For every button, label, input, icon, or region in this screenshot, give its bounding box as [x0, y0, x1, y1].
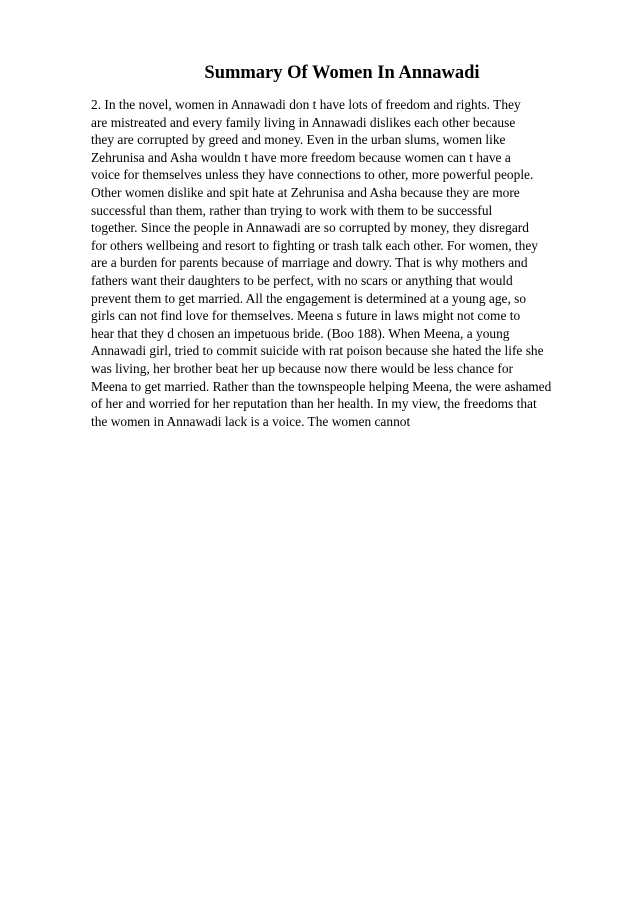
body-line: fathers want their daughters to be perfect, with no scars or anything that would [91, 272, 513, 288]
document-body [91, 96, 621, 430]
body-line: voice for themselves unless they have connections to other, more powerful people. [91, 167, 534, 183]
body-line: for others wellbeing and resort to fighting or trash talk each other. For women, they [91, 237, 538, 253]
body-line: Meena to get married. Rather than the townspeople helping Meena, the were ashamed [91, 378, 552, 394]
body-line: successful than them, rather than trying to work with them to be successful [91, 202, 493, 218]
document-title: Summary Of Women In Annawadi [204, 63, 480, 83]
body-line: are mistreated and every family living in Annawadi dislikes each other because [91, 114, 516, 130]
body-line: the women in Annawadi lack is a voice. The women cannot [91, 413, 411, 429]
body-line: of her and worried for her reputation than her health. In my view, the freedoms that [91, 396, 537, 412]
body-line: prevent them to get married. All the engagement is determined at a young age, so [91, 290, 527, 306]
body-line: hear that they d chosen an impetuous bride. (Boo 188). When Meena, a young [91, 325, 510, 341]
body-line: 2. In the novel, women in Annawadi don t have lots of freedom and rights. They [91, 97, 521, 112]
body-line: girls can not find love for themselves. Meena s future in laws might not come to [91, 308, 521, 324]
body-line: together. Since the people in Annawadi are so corrupted by money, they disregard [91, 220, 529, 236]
body-line: was living, her brother beat her up because now there would be less chance for [91, 360, 514, 376]
body-line: Other women dislike and spit hate at Zehrunisa and Asha because they are more [91, 184, 520, 200]
body-line: they are corrupted by greed and money. Even in the urban slums, women like [91, 132, 506, 148]
body-line: Annawadi girl, tried to commit suicide with rat poison because she hated the life she [91, 343, 544, 359]
body-line: Zehrunisa and Asha wouldn t have more freedom because women can t have a [91, 149, 511, 165]
body-line: are a burden for parents because of marriage and dowry. That is why mothers and [91, 255, 528, 271]
